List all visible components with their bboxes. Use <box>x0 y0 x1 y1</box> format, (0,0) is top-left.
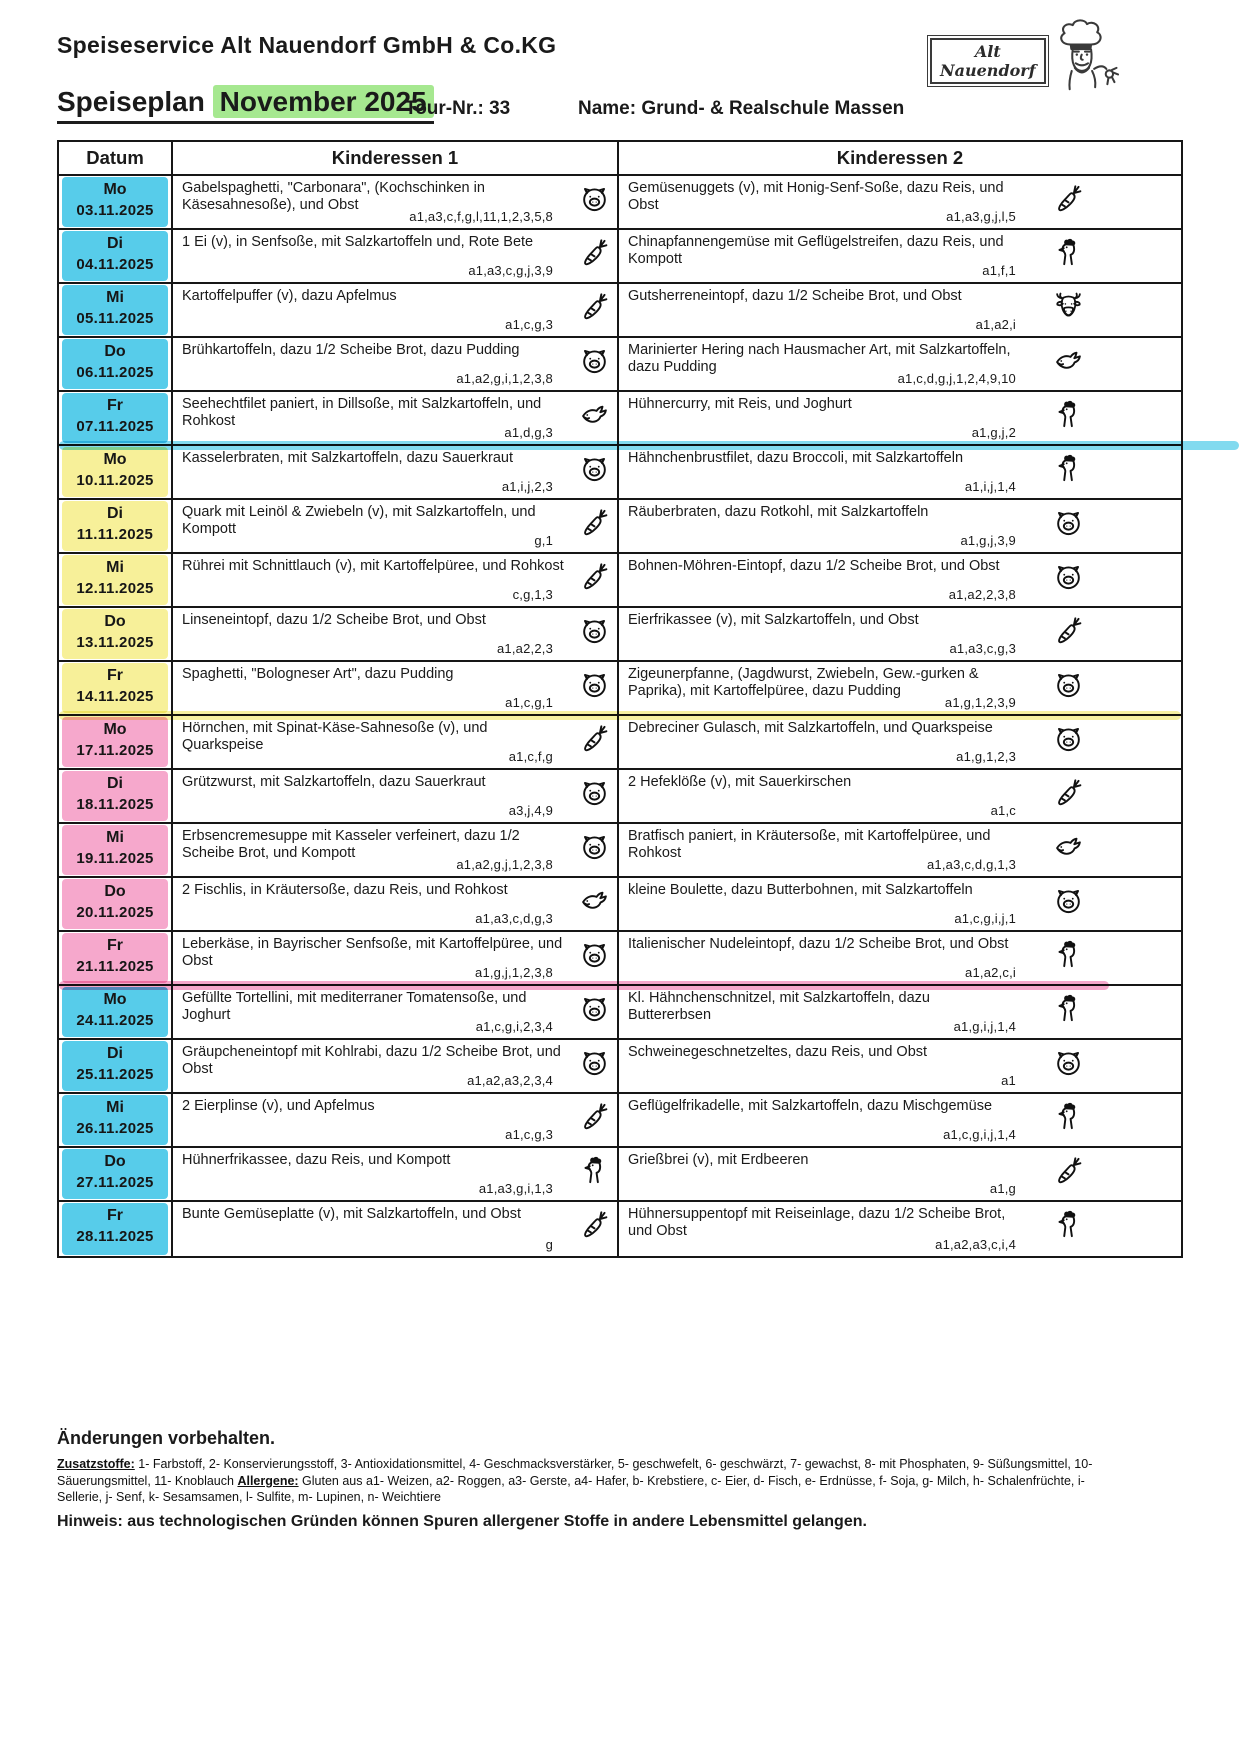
allergen-codes: a1,a2,g,i,1,2,3,8 <box>456 371 553 386</box>
meal-description: Hähnchenbrustfilet, dazu Broccoli, mit Salzkartoffeln <box>628 450 964 466</box>
date-label: 06.11.2025 <box>76 364 154 381</box>
date-label: 20.11.2025 <box>76 904 154 921</box>
column-header-kinderessen2: Kinderessen 2 <box>836 147 964 168</box>
date-cell <box>59 824 173 876</box>
carrot-icon <box>579 561 610 592</box>
table-row <box>59 878 1181 932</box>
meal-description: 2 Eierplinse (v), und Apfelmus <box>182 1098 375 1114</box>
meal-description: Geflügelfrikadelle, mit Salzkartoffeln, dazu Mischgemüse <box>628 1098 993 1114</box>
pig-icon <box>579 453 610 484</box>
pig-icon <box>579 345 610 376</box>
table-row <box>59 932 1181 986</box>
column-header-datum: Datum <box>59 142 173 174</box>
date-cell <box>59 932 173 984</box>
additives-allergens-legend <box>57 1456 1117 1506</box>
allergen-codes: a1,a3,c,d,g,1,3 <box>926 857 1016 872</box>
carrot-icon <box>1053 183 1084 214</box>
meal-cell-k2 <box>619 770 1181 822</box>
allergen-codes: a1,g,j,1,2,3,8 <box>475 965 553 980</box>
weekday-label: Di <box>107 775 123 792</box>
hinweis-text: aus technologischen Gründen können Spuren allergener Stoffe in andere Lebensmittel gelangen. <box>127 1512 867 1530</box>
meal-description: Bunte Gemüseplatte (v), mit Salzkartoffeln, und Obst <box>182 1206 522 1222</box>
meal-cell-k1 <box>173 338 619 390</box>
allergen-codes: a1,c,g,i,j,1 <box>954 911 1016 926</box>
meal-cell-k1 <box>173 986 619 1038</box>
meal-description: Brühkartoffeln, dazu 1/2 Scheibe Brot, dazu Pudding <box>182 342 520 358</box>
meal-description: Kasselerbraten, mit Salzkartoffeln, dazu Sauerkraut <box>182 450 513 466</box>
allergen-codes: a1,a2,c,i <box>965 965 1016 980</box>
date-cell <box>59 608 173 660</box>
allergen-codes: a1,g,i,j,1,4 <box>953 1019 1016 1034</box>
pig-icon <box>579 831 610 862</box>
table-row <box>59 1094 1181 1148</box>
table-row <box>59 770 1181 824</box>
allergen-codes: a1,c,g,3 <box>505 317 553 332</box>
carrot-icon <box>579 237 610 268</box>
table-row <box>59 230 1181 284</box>
weekday-label: Mi <box>106 829 124 846</box>
allergen-codes: a1,c,g,1 <box>505 695 553 710</box>
table-row <box>59 338 1181 392</box>
meal-cell-k1 <box>173 662 619 714</box>
date-label: 25.11.2025 <box>76 1066 154 1083</box>
pig-icon <box>1053 1047 1084 1078</box>
changes-note: Änderungen vorbehalten. <box>57 1428 276 1448</box>
column-header-kinderessen1: Kinderessen 1 <box>173 142 619 174</box>
date-label: 14.11.2025 <box>76 688 154 705</box>
table-header-row <box>59 142 1181 176</box>
title-prefix: Speiseplan <box>57 86 205 117</box>
date-label: 18.11.2025 <box>76 796 154 813</box>
date-label: 11.11.2025 <box>76 526 154 543</box>
meal-description: Gefüllte Tortellini, mit mediterraner Tomatensoße, und Joghurt <box>182 990 527 1023</box>
date-cell <box>59 1094 173 1146</box>
meal-cell-k2 <box>619 608 1181 660</box>
meal-description: Erbsencremesuppe mit Kasseler verfeinert, dazu 1/2 Scheibe Brot, und Kompott <box>182 828 520 861</box>
meal-description: 2 Hefeklöße (v), mit Sauerkirschen <box>628 774 852 790</box>
allergen-codes: a1,a3,c,f,g,l,11,1,2,3,5,8 <box>409 209 553 224</box>
meal-description: Leberkäse, in Bayrischer Senfsoße, mit Kartoffelpüree, und Obst <box>182 936 563 969</box>
pig-icon <box>1053 561 1084 592</box>
meal-cell-k2 <box>619 824 1181 876</box>
meal-cell-k1 <box>173 446 619 498</box>
meal-description: Linseneintopf, dazu 1/2 Scheibe Brot, und Obst <box>182 612 486 628</box>
meal-description: Italienischer Nudeleintopf, dazu 1/2 Scheibe Brot, und Obst <box>628 936 1009 952</box>
meal-description: Spaghetti, "Bologneser Art", dazu Pudding <box>182 666 454 682</box>
meal-description: Zigeunerpfanne, (Jagdwurst, Zwiebeln, Gew.-gurken & Paprika), mit Kartoffelpüree, dazu Pudding <box>628 666 979 699</box>
allergen-codes: a1 <box>1001 1073 1016 1088</box>
meal-description: Debreciner Gulasch, mit Salzkartoffeln, und Quarkspeise <box>628 720 993 736</box>
meal-cell-k1 <box>173 1202 619 1256</box>
pig-icon <box>1053 507 1084 538</box>
meal-cell-k2 <box>619 986 1181 1038</box>
weekday-label: Mi <box>106 1099 124 1116</box>
chicken-icon <box>1053 1209 1084 1240</box>
allergen-codes: a1,g,1,2,3 <box>956 749 1016 764</box>
meal-description: Grützwurst, mit Salzkartoffeln, dazu Sauerkraut <box>182 774 486 790</box>
table-row <box>59 500 1181 554</box>
date-cell <box>59 662 173 714</box>
meal-cell-k1 <box>173 932 619 984</box>
pig-icon <box>579 1047 610 1078</box>
meal-cell-k2 <box>619 230 1181 282</box>
allergen-codes: a3,j,4,9 <box>508 803 553 818</box>
chicken-icon <box>1053 453 1084 484</box>
table-row <box>59 284 1181 338</box>
carrot-icon <box>579 1101 610 1132</box>
company-name: Speiseservice Alt Nauendorf GmbH & Co.KG <box>57 32 557 58</box>
footer <box>57 1428 1117 1531</box>
date-label: 26.11.2025 <box>76 1120 154 1137</box>
chicken-icon <box>1053 1101 1084 1132</box>
date-label: 03.11.2025 <box>76 202 154 219</box>
table-row <box>59 554 1181 608</box>
meal-description: Gräupcheneintopf mit Kohlrabi, dazu 1/2 Scheibe Brot, und Obst <box>182 1044 561 1077</box>
pig-icon <box>579 777 610 808</box>
meal-description: Kl. Hähnchenschnitzel, mit Salzkartoffeln, dazu Buttererbsen <box>628 990 930 1023</box>
weekday-label: Fr <box>107 1207 123 1224</box>
fish-icon <box>1053 345 1084 376</box>
weekday-label: Do <box>104 883 126 900</box>
allergen-codes: c,g,1,3 <box>512 587 553 602</box>
meal-description: Schweinegeschnetzeltes, dazu Reis, und Obst <box>628 1044 928 1060</box>
meal-cell-k2 <box>619 716 1181 768</box>
meal-cell-k1 <box>173 770 619 822</box>
meal-cell-k1 <box>173 500 619 552</box>
meal-cell-k2 <box>619 446 1181 498</box>
date-cell <box>59 1202 173 1256</box>
chef-illustration <box>1050 18 1124 132</box>
date-label: 12.11.2025 <box>76 580 154 597</box>
allergen-codes: a1,c,g,i,2,3,4 <box>475 1019 553 1034</box>
carrot-icon <box>1053 1155 1084 1186</box>
logo-line1: Alt <box>974 42 1001 61</box>
cow-icon <box>1053 291 1084 322</box>
date-cell <box>59 284 173 336</box>
date-label: 28.11.2025 <box>76 1228 154 1245</box>
allergen-codes: a1,a2,a3,2,3,4 <box>467 1073 553 1088</box>
meal-cell-k2 <box>619 1094 1181 1146</box>
table-row <box>59 392 1181 446</box>
meal-cell-k2 <box>619 284 1181 336</box>
pig-icon <box>579 615 610 646</box>
meal-description: 2 Fischlis, in Kräutersoße, dazu Reis, und Rohkost <box>182 882 508 898</box>
allergen-codes: a1,a3,g,i,1,3 <box>478 1181 553 1196</box>
meal-description: Eierfrikassee (v), mit Salzkartoffeln, und Obst <box>628 612 919 628</box>
date-cell <box>59 338 173 390</box>
meal-cell-k2 <box>619 878 1181 930</box>
meal-description: Bratfisch paniert, in Kräutersoße, mit Kartoffelpüree, und Rohkost <box>628 828 991 861</box>
meal-description: Quark mit Leinöl & Zwiebeln (v), mit Salzkartoffeln, und Kompott <box>182 504 536 537</box>
allergen-codes: a1,g,1,2,3,9 <box>944 695 1016 710</box>
fish-icon <box>579 885 610 916</box>
company-logo <box>930 18 1124 132</box>
weekday-label: Fr <box>107 667 123 684</box>
meal-cell-k2 <box>619 500 1181 552</box>
pig-icon <box>579 183 610 214</box>
weekday-label: Di <box>107 235 123 252</box>
meal-cell-k1 <box>173 716 619 768</box>
meal-description: Gutsherreneintopf, dazu 1/2 Scheibe Brot, und Obst <box>628 288 962 304</box>
meal-cell-k1 <box>173 878 619 930</box>
meal-cell-k1 <box>173 1094 619 1146</box>
meal-cell-k1 <box>173 176 619 228</box>
chicken-icon <box>1053 399 1084 430</box>
zusatzstoffe-label: Zusatzstoffe: <box>57 1457 135 1471</box>
chicken-icon <box>1053 939 1084 970</box>
carrot-icon <box>579 723 610 754</box>
meal-description: Hühnersuppentopf mit Reiseinlage, dazu 1/2 Scheibe Brot, und Obst <box>628 1206 1006 1239</box>
table-row <box>59 1040 1181 1094</box>
allergen-codes: a1,c,f,g <box>508 749 553 764</box>
school-name: Name: Grund- & Realschule Massen <box>578 98 905 119</box>
allergen-codes: a1,i,j,2,3 <box>501 479 553 494</box>
highlighter-line-yellow <box>59 711 1181 720</box>
title-bar <box>57 86 434 126</box>
carrot-icon <box>1053 777 1084 808</box>
allergen-codes: a1,c,g,3 <box>505 1127 553 1142</box>
table-row <box>59 176 1181 230</box>
allergen-codes: a1,a3,c,d,g,3 <box>475 911 553 926</box>
allergen-codes: g <box>545 1237 553 1252</box>
date-cell <box>59 230 173 282</box>
hinweis-note <box>57 1513 1117 1531</box>
weekday-label: Mi <box>106 289 124 306</box>
meal-cell-k1 <box>173 284 619 336</box>
meal-description: Hühnerfrikassee, dazu Reis, und Kompott <box>182 1152 451 1168</box>
date-cell <box>59 1148 173 1200</box>
highlighter-line-cyan <box>59 441 1239 450</box>
date-cell <box>59 770 173 822</box>
allergene-text: Gluten aus a1- Weizen, a2- Roggen, a3- Gerste, a4- Hafer, b- Krebstiere, c- Eier, d- Fisch, e- Erdnüsse, f- Soja, g- Milch, h- Schalenfrüchte, i- Sellerie, j- Senf, k- Sesamsamen, l- Sulfite, m- Lupinen, n- Weichtiere <box>57 1473 1085 1504</box>
date-label: 04.11.2025 <box>76 256 154 273</box>
table-row <box>59 446 1181 500</box>
meal-description: 1 Ei (v), in Senfsoße, mit Salzkartoffeln und, Rote Bete <box>182 234 534 250</box>
weekday-label: Do <box>104 1153 126 1170</box>
meal-cell-k1 <box>173 608 619 660</box>
pig-icon <box>1053 885 1084 916</box>
date-label: 21.11.2025 <box>76 958 154 975</box>
date-cell <box>59 500 173 552</box>
meal-description: Räuberbraten, dazu Rotkohl, mit Salzkartoffeln <box>628 504 929 520</box>
meal-cell-k1 <box>173 392 619 444</box>
meal-description: kleine Boulette, dazu Butterbohnen, mit Salzkartoffeln <box>628 882 973 898</box>
meal-cell-k2 <box>619 662 1181 714</box>
meal-description: Hörnchen, mit Spinat-Käse-Sahnesoße (v), und Quarkspeise <box>182 720 488 753</box>
allergen-codes: a1,g,j,2 <box>971 425 1016 440</box>
title-month-highlight: November 2025 <box>213 85 434 118</box>
page-title <box>57 86 434 124</box>
date-label: 24.11.2025 <box>76 1012 154 1029</box>
weekday-label: Do <box>104 613 126 630</box>
meal-cell-k2 <box>619 392 1181 444</box>
pig-icon <box>1053 723 1084 754</box>
table-row <box>59 716 1181 770</box>
pig-icon <box>579 669 610 700</box>
allergen-codes: a1,a2,g,j,1,2,3,8 <box>456 857 553 872</box>
table-row <box>59 1202 1181 1256</box>
meal-description: Kartoffelpuffer (v), dazu Apfelmus <box>182 288 397 304</box>
allergene-label: Allergene: <box>237 1473 299 1488</box>
meal-cell-k1 <box>173 230 619 282</box>
meal-cell-k1 <box>173 554 619 606</box>
tour-number: Tour-Nr.: 33 <box>405 98 511 119</box>
meal-description: Hühnercurry, mit Reis, und Joghurt <box>628 396 852 412</box>
weekday-label: Fr <box>107 937 123 954</box>
chicken-icon <box>579 1155 610 1186</box>
weekday-label: Mo <box>103 991 127 1008</box>
table-row <box>59 986 1181 1040</box>
meal-description: Rührei mit Schnittlauch (v), mit Kartoffelpüree, und Rohkost <box>182 558 564 574</box>
allergen-codes: g,1 <box>534 533 553 548</box>
meal-description: Grießbrei (v), mit Erdbeeren <box>628 1152 809 1168</box>
weekday-label: Fr <box>107 397 123 414</box>
allergen-codes: a1,g <box>989 1181 1016 1196</box>
carrot-icon <box>579 507 610 538</box>
chicken-icon <box>1053 993 1084 1024</box>
weekday-label: Di <box>107 505 123 522</box>
allergen-codes: a1,a3,c,g,3 <box>949 641 1016 656</box>
meal-cell-k2 <box>619 554 1181 606</box>
zusatzstoffe-text: 1- Farbstoff, 2- Konservierungsstoff, 3- Antioxidationsmittel, 4- Geschmacksverstärker, 5- geschwefelt, 6- geschwärzt, 7- gewachst, 8- mit Phosphaten, 9- Süßungsmittel, 10- Säuerungsmittel, 11- Knoblauch <box>57 1457 1093 1488</box>
meal-description: Chinapfannengemüse mit Geflügelstreifen, dazu Reis, und Kompott <box>628 234 1004 267</box>
date-cell <box>59 176 173 228</box>
allergen-codes: a1,f,1 <box>982 263 1016 278</box>
pig-icon <box>1053 669 1084 700</box>
date-label: 17.11.2025 <box>76 742 154 759</box>
hinweis-label: Hinweis: <box>57 1512 123 1530</box>
table-row <box>59 824 1181 878</box>
date-cell <box>59 446 173 498</box>
fish-icon <box>1053 831 1084 862</box>
fish-icon <box>579 399 610 430</box>
weekday-label: Mo <box>103 181 127 198</box>
allergen-codes: a1,d,g,3 <box>504 425 553 440</box>
table-row <box>59 1148 1181 1202</box>
allergen-codes: a1,a2,2,3 <box>496 641 553 656</box>
logo-text-box <box>930 38 1046 84</box>
date-label: 07.11.2025 <box>76 418 154 435</box>
meal-description: Gemüsenuggets (v), mit Honig-Senf-Soße, dazu Reis, und Obst <box>628 180 1004 213</box>
meal-cell-k2 <box>619 1148 1181 1200</box>
date-label: 27.11.2025 <box>76 1174 154 1191</box>
logo-line2: Nauendorf <box>940 61 1036 80</box>
date-cell <box>59 392 173 444</box>
allergen-codes: a1,a3,c,g,j,3,9 <box>468 263 553 278</box>
date-label: 19.11.2025 <box>76 850 154 867</box>
meal-description: Bohnen-Möhren-Eintopf, dazu 1/2 Scheibe Brot, und Obst <box>628 558 1000 574</box>
highlighter-line-pink <box>59 981 1109 990</box>
pig-icon <box>579 939 610 970</box>
meal-cell-k1 <box>173 824 619 876</box>
meal-cell-k2 <box>619 338 1181 390</box>
weekday-label: Mo <box>103 721 127 738</box>
meal-cell-k1 <box>173 1148 619 1200</box>
weekday-label: Do <box>104 343 126 360</box>
allergen-codes: a1,a2,a3,c,i,4 <box>935 1237 1016 1252</box>
allergen-codes: a1,a3,g,j,l,5 <box>946 209 1016 224</box>
carrot-icon <box>579 1209 610 1240</box>
meal-cell-k2 <box>619 1202 1181 1256</box>
meal-plan-table <box>57 140 1183 1258</box>
date-cell <box>59 986 173 1038</box>
chicken-icon <box>1053 237 1084 268</box>
date-cell <box>59 716 173 768</box>
date-label: 13.11.2025 <box>76 634 154 651</box>
weekday-label: Mo <box>103 451 127 468</box>
date-label: 05.11.2025 <box>76 310 154 327</box>
allergen-codes: a1,a2,i <box>975 317 1016 332</box>
date-label: 10.11.2025 <box>76 472 154 489</box>
date-cell <box>59 1040 173 1092</box>
allergen-codes: a1,a2,2,3,8 <box>948 587 1016 602</box>
allergen-codes: a1,i,j,1,4 <box>964 479 1016 494</box>
table-row <box>59 608 1181 662</box>
table-body <box>59 176 1181 1256</box>
allergen-codes: a1,g,j,3,9 <box>960 533 1016 548</box>
meal-description: Seehechtfilet paniert, in Dillsoße, mit Salzkartoffeln, und Rohkost <box>182 396 542 429</box>
carrot-icon <box>1053 615 1084 646</box>
weekday-label: Mi <box>106 559 124 576</box>
date-cell <box>59 878 173 930</box>
allergen-codes: a1,c <box>990 803 1016 818</box>
allergen-codes: a1,c,g,i,j,1,4 <box>943 1127 1016 1142</box>
meal-description: Gabelspaghetti, "Carbonara", (Kochschinken in Käsesahnesoße), und Obst <box>182 180 485 213</box>
meal-cell-k2 <box>619 1040 1181 1092</box>
table-row <box>59 662 1181 716</box>
pig-icon <box>579 993 610 1024</box>
meal-cell-k2 <box>619 932 1181 984</box>
allergen-codes: a1,c,d,g,j,1,2,4,9,10 <box>897 371 1016 386</box>
date-cell <box>59 554 173 606</box>
meal-cell-k1 <box>173 1040 619 1092</box>
carrot-icon <box>579 291 610 322</box>
meal-cell-k2 <box>619 176 1181 228</box>
weekday-label: Di <box>107 1045 123 1062</box>
meal-description: Marinierter Hering nach Hausmacher Art, mit Salzkartoffeln, dazu Pudding <box>628 342 1011 375</box>
